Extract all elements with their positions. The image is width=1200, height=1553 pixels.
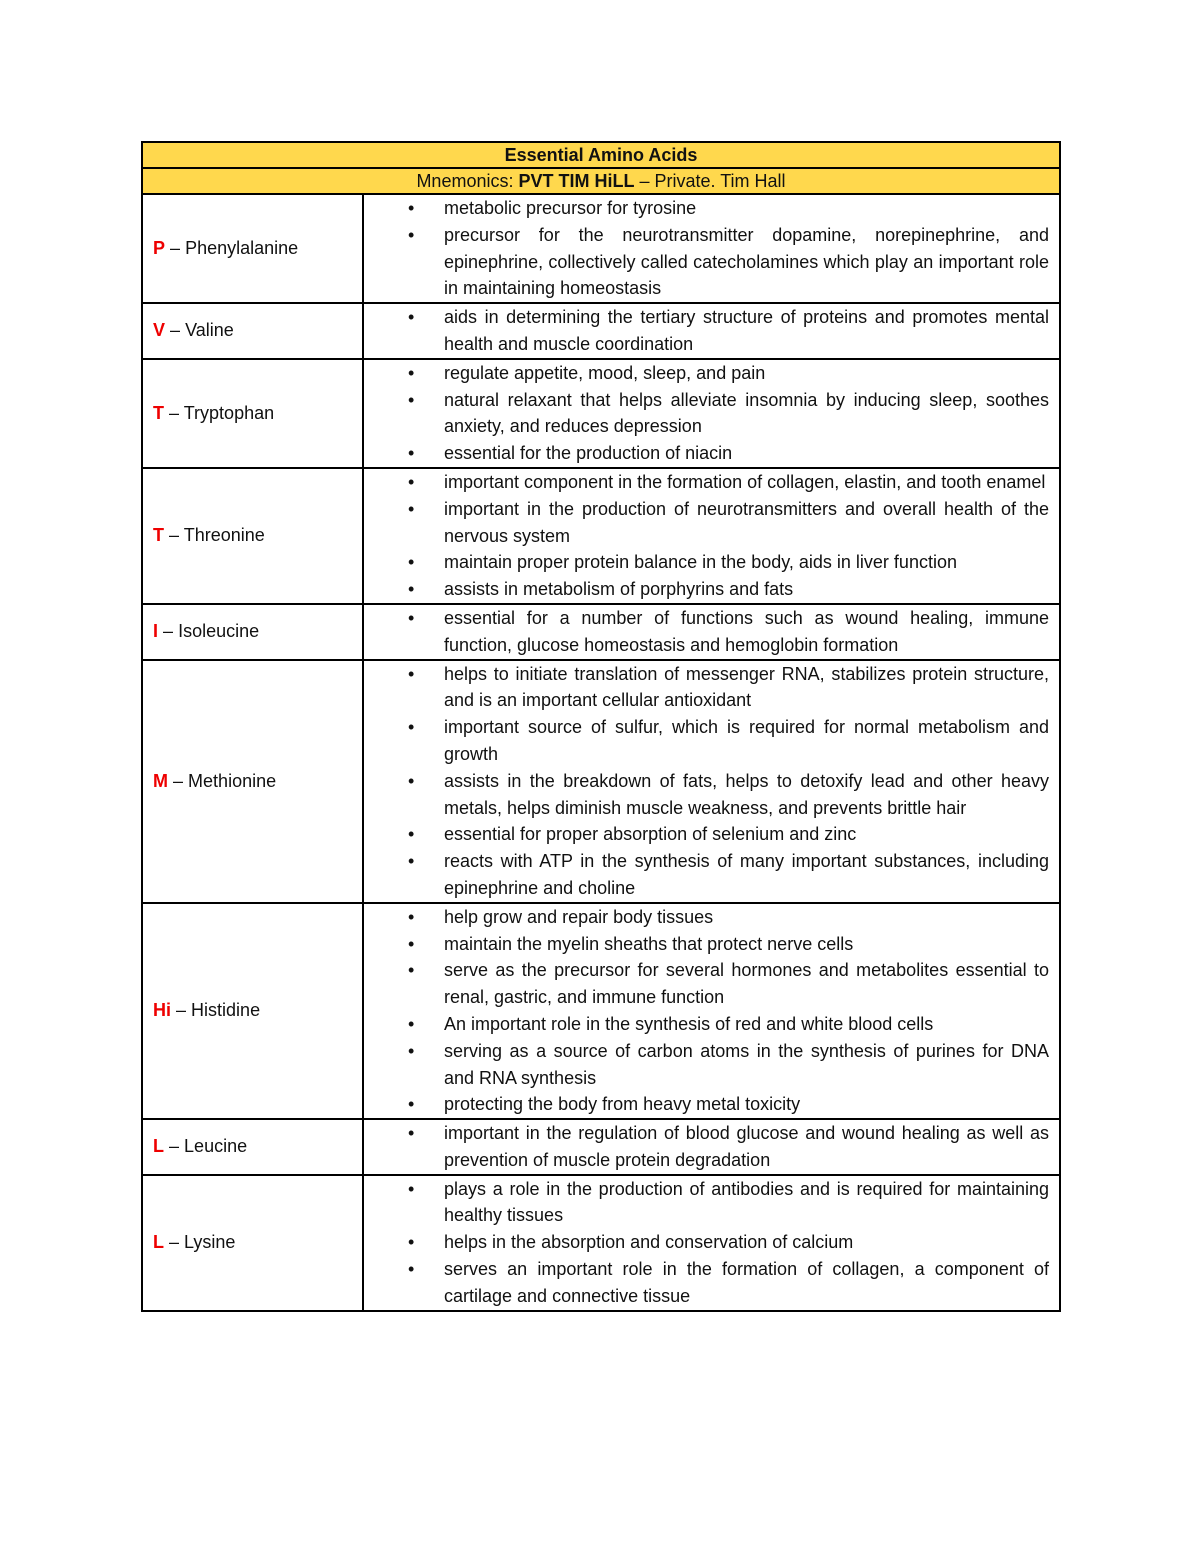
list-item: • essential for the production of niacin	[364, 440, 1059, 467]
table-row	[142, 359, 1060, 468]
table-row	[142, 194, 1060, 303]
list-item: • important source of sulfur, which is required for normal metabolism and growth	[364, 714, 1059, 768]
name-separator: –	[170, 238, 181, 259]
list-item: • important component in the formation of collagen, elastin, and tooth enamel	[364, 469, 1059, 496]
mnemonic-letter: T	[153, 525, 164, 546]
amino-acid-name: Tryptophan	[183, 402, 275, 423]
title-row	[142, 142, 1060, 168]
amino-acid-uses-cell	[363, 1175, 1060, 1311]
amino-acid-uses-cell	[363, 903, 1060, 1119]
mnemonic-letter: Hi	[153, 1000, 171, 1021]
list-item: • reacts with ATP in the synthesis of many important substances, including epinephrine and choline	[364, 848, 1059, 902]
list-item: • precursor for the neurotransmitter dopamine, norepinephrine, and epinephrine, collectively called catecholamines which play an important role in maintaining homeostasis	[364, 222, 1059, 302]
list-item: • maintain proper protein balance in the body, aids in liver function	[364, 549, 1059, 576]
amino-acid-name-cell	[142, 604, 363, 660]
amino-acid-name-cell	[142, 1175, 363, 1311]
uses-list	[364, 469, 1059, 603]
list-item: • aids in determining the tertiary structure of proteins and promotes mental health and muscle coordination	[364, 304, 1059, 358]
amino-acid-uses-cell	[363, 194, 1060, 303]
list-item: • plays a role in the production of antibodies and is required for maintaining healthy tissues	[364, 1176, 1059, 1230]
amino-acid-uses-cell	[363, 604, 1060, 660]
table-body	[142, 142, 1060, 1311]
list-item: • An important role in the synthesis of red and white blood cells	[364, 1011, 1059, 1038]
amino-acid-uses-cell	[363, 359, 1060, 468]
list-item: • assists in the breakdown of fats, helps to detoxify lead and other heavy metals, helps diminish muscle weakness, and prevents brittle hair	[364, 768, 1059, 822]
amino-acid-name-cell	[142, 1119, 363, 1175]
list-item: • serves an important role in the formation of collagen, a component of cartilage and connective tissue	[364, 1256, 1059, 1310]
amino-acid-name: Valine	[185, 320, 234, 341]
name-separator: –	[176, 1000, 187, 1021]
mnemonic-expansion: Private. Tim Hall	[654, 171, 786, 191]
name-separator: –	[169, 1232, 180, 1253]
mnemonic-letter: I	[153, 621, 159, 642]
amino-acid-name: Methionine	[188, 770, 277, 791]
name-separator: –	[169, 402, 180, 423]
table-row	[142, 1119, 1060, 1175]
mnemonic-cell	[142, 168, 1060, 194]
list-item: • serve as the precursor for several hormones and metabolites essential to renal, gastric, and immune function	[364, 957, 1059, 1011]
amino-acid-name-cell	[142, 468, 363, 604]
amino-acid-name: Isoleucine	[178, 621, 260, 642]
amino-acid-name-cell	[142, 303, 363, 359]
mnemonic-dash: –	[639, 171, 650, 191]
amino-acid-uses-cell	[363, 1119, 1060, 1175]
list-item: • essential for proper absorption of selenium and zinc	[364, 821, 1059, 848]
amino-acid-name: Histidine	[191, 1000, 261, 1021]
list-item: • assists in metabolism of porphyrins and fats	[364, 576, 1059, 603]
amino-acid-name: Phenylalanine	[185, 238, 299, 259]
amino-acid-name-cell	[142, 194, 363, 303]
list-item: • maintain the myelin sheaths that protect nerve cells	[364, 931, 1059, 958]
amino-acids-table	[141, 141, 1061, 1312]
name-separator: –	[173, 770, 184, 791]
list-item: • helps to initiate translation of messenger RNA, stabilizes protein structure, and is an important cellular antioxidant	[364, 661, 1059, 715]
mnemonic-letter: L	[153, 1136, 164, 1157]
amino-acid-name: Lysine	[184, 1232, 236, 1253]
uses-list	[364, 1176, 1059, 1310]
mnemonic-letter: T	[153, 402, 164, 423]
mnemonic-acronym: PVT TIM HiLL	[518, 171, 635, 191]
name-separator: –	[169, 1136, 180, 1157]
list-item: • serving as a source of carbon atoms in the synthesis of purines for DNA and RNA synthesis	[364, 1038, 1059, 1092]
uses-list	[364, 195, 1059, 302]
name-separator: –	[169, 525, 180, 546]
amino-acid-name-cell	[142, 660, 363, 903]
amino-acid-name: Leucine	[184, 1136, 248, 1157]
uses-list	[364, 1120, 1059, 1174]
table-row	[142, 903, 1060, 1119]
amino-acid-uses-cell	[363, 468, 1060, 604]
table-row	[142, 468, 1060, 604]
mnemonic-letter: L	[153, 1232, 164, 1253]
mnemonic-row	[142, 168, 1060, 194]
name-separator: –	[170, 320, 181, 341]
uses-list	[364, 904, 1059, 1118]
list-item: • important in the regulation of blood glucose and wound healing as well as prevention of muscle protein degradation	[364, 1120, 1059, 1174]
mnemonic-letter: M	[153, 770, 168, 791]
table-row	[142, 1175, 1060, 1311]
amino-acid-name-cell	[142, 903, 363, 1119]
uses-list	[364, 605, 1059, 659]
table-row	[142, 303, 1060, 359]
mnemonic-label: Mnemonics:	[416, 171, 514, 191]
uses-list	[364, 661, 1059, 902]
uses-list	[364, 360, 1059, 467]
uses-list	[364, 304, 1059, 358]
table-row	[142, 660, 1060, 903]
mnemonic-letter: P	[153, 238, 166, 259]
list-item: • metabolic precursor for tyrosine	[364, 195, 1059, 222]
list-item: • natural relaxant that helps alleviate insomnia by inducing sleep, soothes anxiety, and reduces depression	[364, 387, 1059, 441]
table-row	[142, 604, 1060, 660]
mnemonic-letter: V	[153, 320, 166, 341]
amino-acid-uses-cell	[363, 660, 1060, 903]
amino-acid-uses-cell	[363, 303, 1060, 359]
list-item: • regulate appetite, mood, sleep, and pain	[364, 360, 1059, 387]
list-item: • help grow and repair body tissues	[364, 904, 1059, 931]
amino-acid-name: Threonine	[183, 525, 265, 546]
list-item: • important in the production of neurotransmitters and overall health of the nervous system	[364, 496, 1059, 550]
name-separator: –	[163, 621, 174, 642]
list-item: • protecting the body from heavy metal toxicity	[364, 1091, 1059, 1118]
table-title: Essential Amino Acids	[142, 142, 1060, 168]
list-item: • essential for a number of functions such as wound healing, immune function, glucose homeostasis and hemoglobin formation	[364, 605, 1059, 659]
list-item: • helps in the absorption and conservation of calcium	[364, 1229, 1059, 1256]
amino-acid-name-cell	[142, 359, 363, 468]
